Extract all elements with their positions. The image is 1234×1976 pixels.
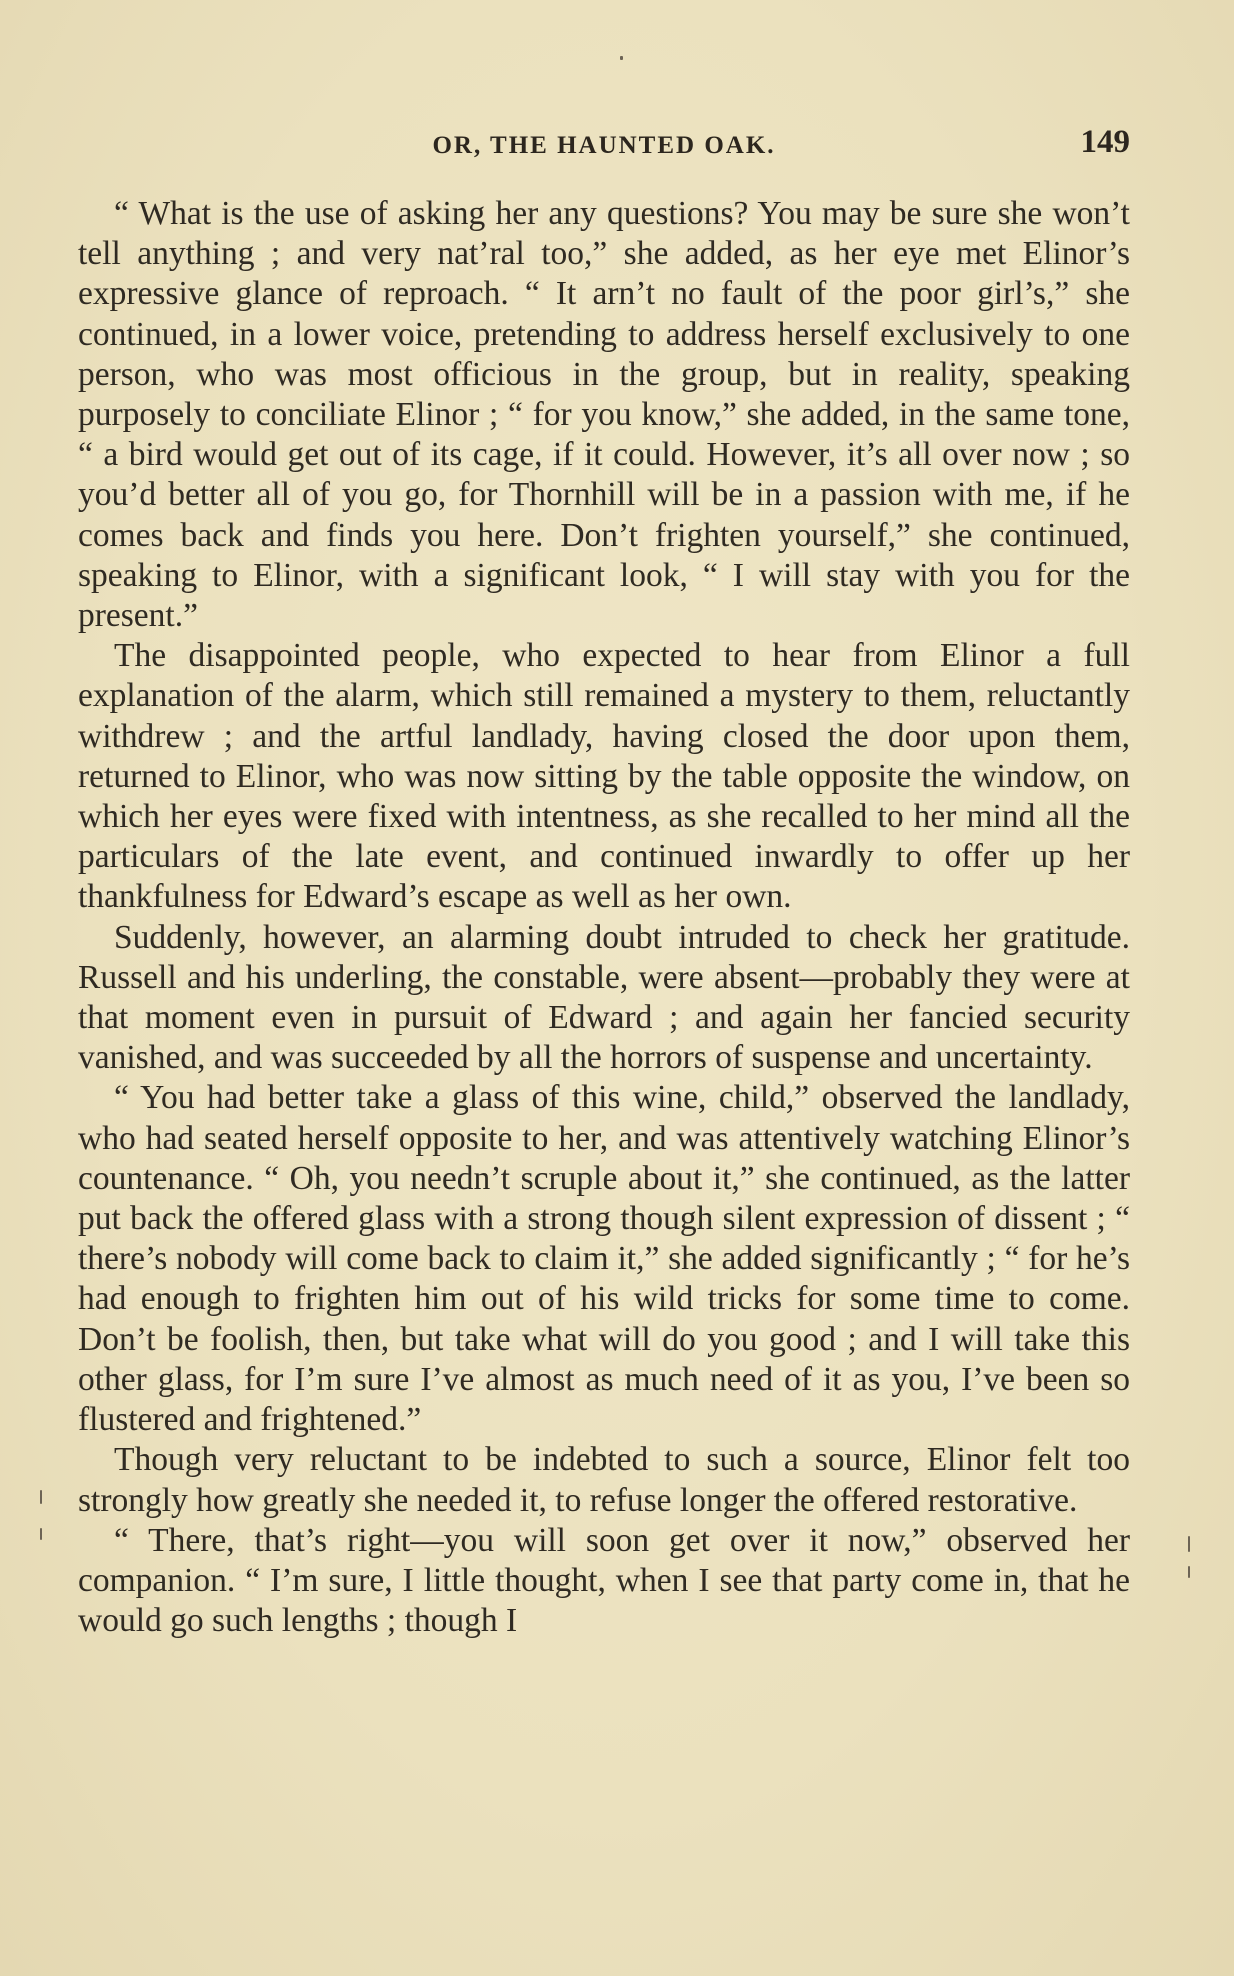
body-text <box>78 194 1130 1641</box>
paragraph: Suddenly, however, an alarming doubt intruded to check her gratitude. Russell and his underling, the constable, were absent—probably they were at that moment even in pursuit of Edward ; and again her fancied security vanished, and was succeeded by all the horrors of suspense and uncertainty. <box>78 918 1130 1077</box>
page-header <box>78 124 1130 168</box>
paragraph: “ You had better take a glass of this wine, child,” observed the landlady, who had seated herself opposite to her, and was attentively watching Elinor’s countenance. “ Oh, you needn’t scruple about it,” she continued, as the latter put back the offered glass with a strong though silent expression of dissent ; “ there’s nobody will come back to claim it,” she added significantly ; “ for he’s had enough to frighten him out of his wild tricks for some time to come. Don’t be foolish, then, but take what will do you good ; and I will take this other glass, for I’m sure I’ve almost as much need of it as you, I’ve been so flustered and frightened.” <box>78 1079 1130 1439</box>
ink-speck <box>1188 1566 1190 1578</box>
paragraph: “ There, that’s right—you will soon get over it now,” observed her companion. “ I’m sure, I little thought, when I see that party come in, that he would go such lengths ; though I <box>78 1521 1130 1640</box>
paragraph: The disappointed people, who expected to hear from Elinor a full explanation of the alarm, which still remained a mystery to them, reluctantly withdrew ; and the artful landlady, having closed the door upon them, returned to Elinor, who was now sitting by the table opposite the window, on which her eyes were fixed with intentness, as she recalled to her mind all the particulars of the late event, and continued inwardly to offer up her thankfulness for Edward’s escape as well as her own. <box>78 637 1130 916</box>
paragraph: Though very reluctant to be indebted to such a source, Elinor felt too strongly how greatly she needed it, to refuse longer the offered restorative. <box>78 1441 1130 1519</box>
paragraph: “ What is the use of asking her any questions? You may be sure she won’t tell anything ; and very nat’ral too,” she added, as her eye met Elinor’s expressive glance of reproach. “ It arn’t no fault of the poor girl’s,” she continued, in a lower voice, pretending to address herself exclusively to one person, who was most officious in the group, but in reality, speaking purposely to conciliate Elinor ; “ for you know,” she added, in the same tone, “ a bird would get out of its cage, if it could. However, it’s all over now ; so you’d better all of you go, for Thornhill will be in a passion with me, if he comes back and finds you here. Don’t frighten yourself,” she continued, speaking to Elinor, with a significant look, “ I will stay with you for the present.” <box>78 195 1130 635</box>
page-number: 149 <box>1080 124 1130 160</box>
ink-speck <box>1188 1536 1190 1552</box>
ink-speck <box>40 1528 42 1540</box>
ink-speck <box>620 56 623 60</box>
ink-speck <box>40 1490 42 1504</box>
running-head: OR, THE HAUNTED OAK. <box>432 132 776 159</box>
